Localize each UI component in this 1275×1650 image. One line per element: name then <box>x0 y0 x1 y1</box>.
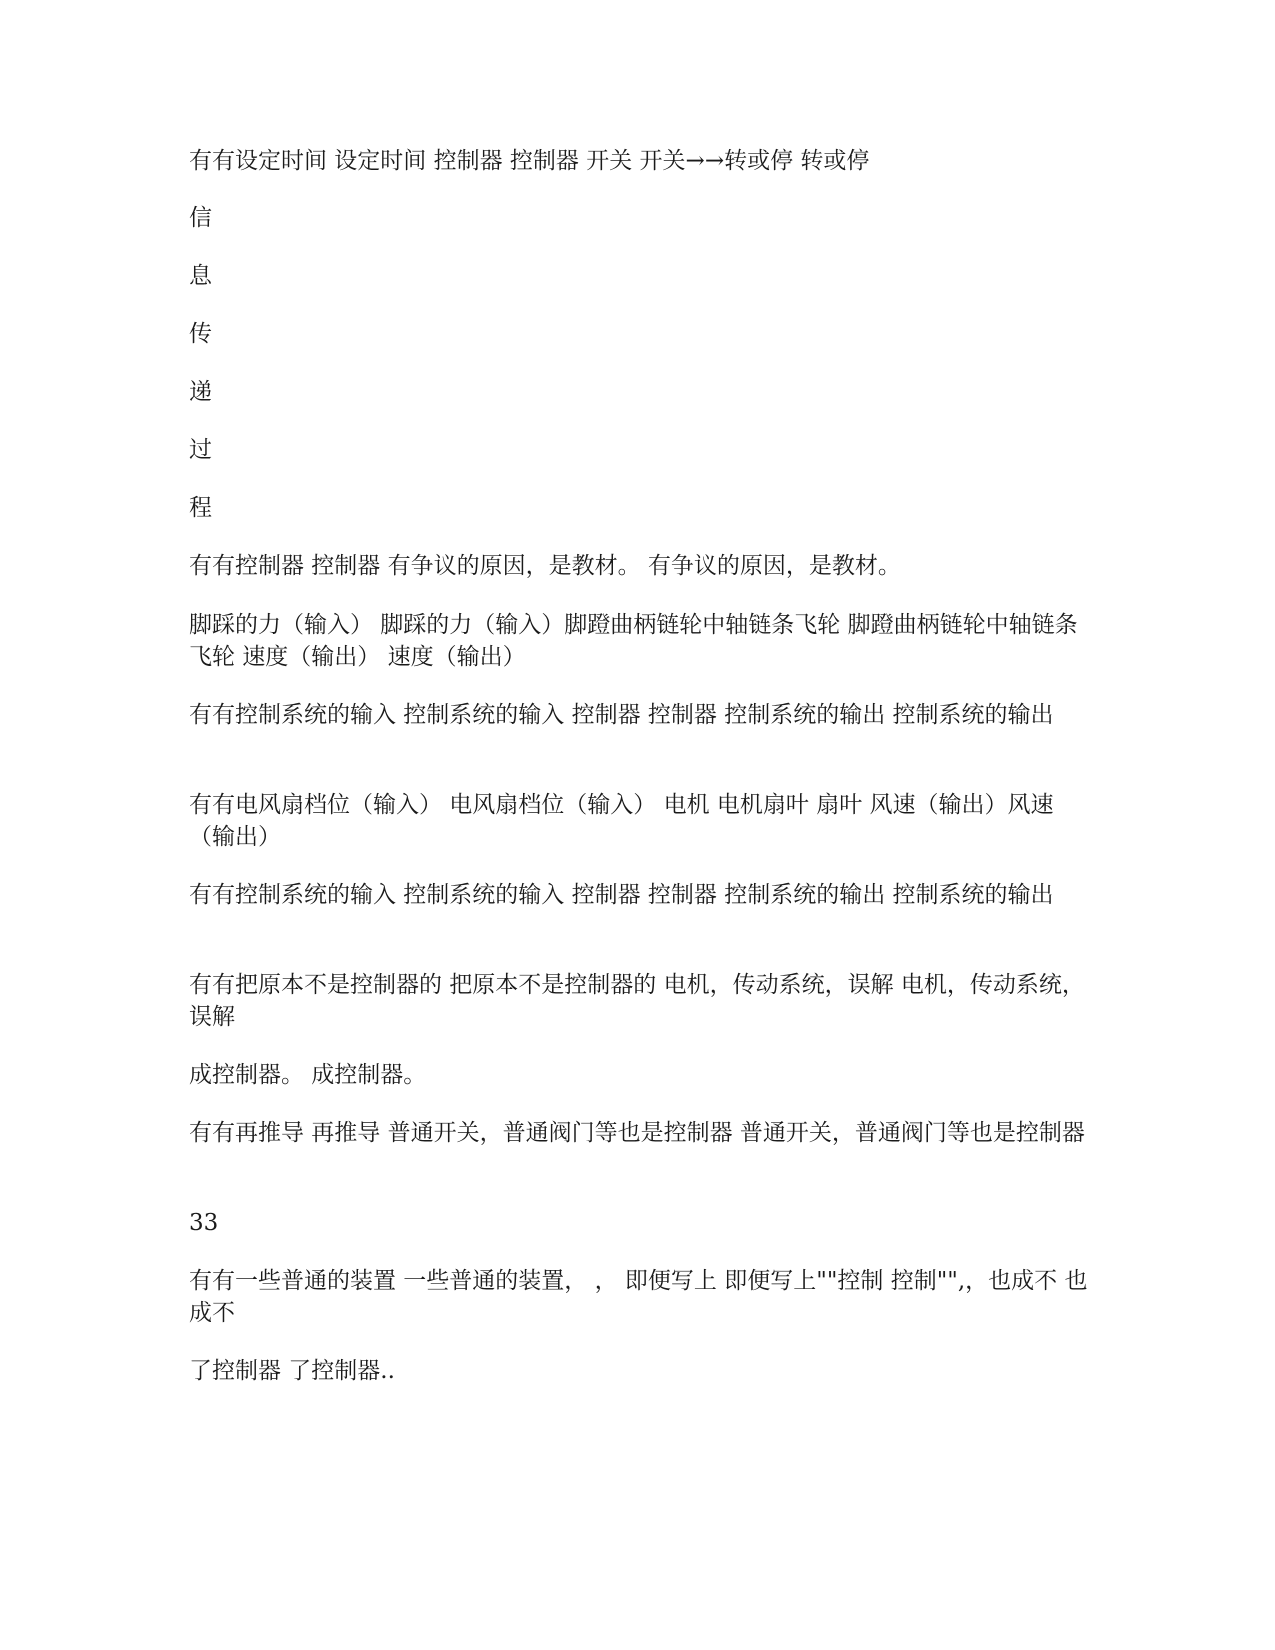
text-line-set-time: 有有设定时间 设定时间 控制器 控制器 开关 开关→→转或停 转或停 <box>189 148 870 174</box>
text-line-control-system-2: 有有控制系统的输入 控制系统的输入 控制器 控制器 控制系统的输出 控制系统的输出 <box>189 882 1054 908</box>
vertical-char-6: 程 <box>189 495 212 521</box>
text-line-control-system-1: 有有控制系统的输入 控制系统的输入 控制器 控制器 控制系统的输出 控制系统的输出 <box>189 702 1054 728</box>
text-line-become-controller: 成控制器。 成控制器。 <box>189 1062 427 1088</box>
vertical-char-3: 传 <box>189 321 212 347</box>
text-line-not-controller: 了控制器 了控制器.. <box>189 1358 395 1384</box>
text-line-controller-controversy: 有有控制器 控制器 有争议的原因，是教材。 有争议的原因，是教材。 <box>189 553 901 579</box>
vertical-char-1: 信 <box>189 205 212 231</box>
page-number: 33 <box>189 1210 219 1236</box>
vertical-char-4: 递 <box>189 379 212 405</box>
text-line-further-deduction: 有有再推导 再推导 普通开关，普通阀门等也是控制器 普通开关，普通阀门等也是控制器 <box>189 1120 1085 1146</box>
vertical-char-2: 息 <box>189 263 212 289</box>
vertical-char-5: 过 <box>189 437 212 463</box>
text-line-electric-fan: 有有电风扇档位（输入） 电风扇档位（输入） 电机 电机扇叶 扇叶 风速（输出）风速（输出） <box>189 792 1054 850</box>
text-line-misunderstanding: 有有把原本不是控制器的 把原本不是控制器的 电机，传动系统，误解 电机，传动系统，误解 <box>189 972 1085 1030</box>
text-line-ordinary-devices: 有有一些普通的装置 一些普通的装置， ， 即便写上 即便写上""控制 控制"",，也成不 也成不 <box>189 1268 1088 1326</box>
text-line-bicycle: 脚踩的力（输入） 脚踩的力（输入）脚蹬曲柄链轮中轴链条飞轮 脚蹬曲柄链轮中轴链条飞轮 速度（输出） 速度（输出） <box>189 612 1078 670</box>
